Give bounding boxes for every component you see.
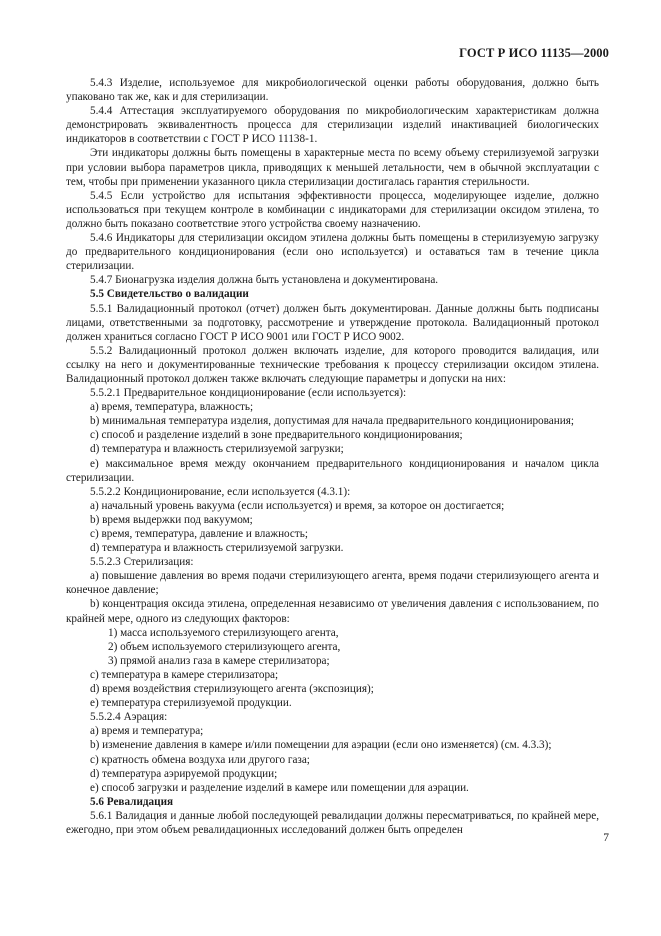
paragraph: a) время и температура; [90,725,204,738]
paragraph: 5.6.1 Валидация и данные любой последующей ревалидации должны пересматриваться, по крайней мере, ежегодно, при этом объем ревалидационных исследований должен быть определен [66,809,599,836]
paragraph: 5.5.2 Валидационный протокол должен включать изделие, для которого проводится валидация, или ссылку на него и документированные технические требования к процессу стерилизации оксидом этилена. Валидационный протокол должен также включать следующие параметры и допуски на них: [66,344,599,385]
section-heading: 5.6 Ревалидация [90,795,174,808]
paragraph: 5.4.7 Бионагрузка изделия должна быть установлена и документирована. [90,274,439,287]
paragraph: 5.5.2.2 Кондиционирование, если используется (4.3.1): [90,485,351,498]
paragraph: b) изменение давления в камере и/или помещении для аэрации (если оно изменяется) (см. 4.3.3); [90,739,552,752]
paragraph: 5.5.2.3 Стерилизация: [90,556,194,569]
paragraph: b) время выдержки под вакуумом; [90,513,253,526]
paragraph: 5.5.2.1 Предварительное кондиционирование (если используется): [90,387,407,400]
paragraph: c) кратность обмена воздуха или другого газа; [90,753,310,766]
paragraph: 5.5.2.4 Аэрация: [90,711,168,724]
paragraph: a) время, температура, влажность; [90,401,254,414]
list-subitem: 2) объем используемого стерилизующего агента, [108,640,341,653]
paragraph: e) способ загрузки и разделение изделий в камере или помещении для аэрации. [90,781,469,794]
paragraph: d) время воздействия стерилизующего агента (экспозиция); [90,683,374,696]
paragraph: Эти индикаторы должны быть помещены в характерные места по всему объему стерилизуемой загрузки при условии выбора параметров цикла, приводящих к меньшей летальности, чем в обычной эксплуатации с тем, чтобы при применении указанного цикла стерилизации достигалась гарантия стерильности. [66,147,599,188]
paragraph: c) температура в камере стерилизатора; [90,668,279,681]
paragraph: c) способ и разделение изделий в зоне предварительного кондиционирования; [90,429,463,442]
paragraph: 5.5.1 Валидационный протокол (отчет) должен быть документирован. Данные должны быть подписаны лицами, ответственными за подготовку, рассмотрение и утверждение протокола. Валидационный протокол должен храниться согласно ГОСТ Р ИСО 9001 или ГОСТ Р ИСО 9002. [66,302,599,343]
paragraph: a) повышение давления во время подачи стерилизующего агента, время подачи стерилизующего агента и конечное давление; [66,570,599,597]
paragraph: d) температура и влажность стерилизуемой загрузки; [90,443,344,456]
paragraph: b) минимальная температура изделия, допустимая для начала предварительного кондиционирования; [90,415,574,428]
paragraph: a) начальный уровень вакуума (если используется) и время, за которое он достигается; [90,499,505,512]
body-text [66,76,599,837]
paragraph: c) время, температура, давление и влажность; [90,528,308,540]
paragraph: b) концентрация оксида этилена, определенная независимо от увеличения давления с использованием, по крайней мере, одного из следующих факторов: [66,598,599,625]
paragraph: d) температура аэрируемой продукции; [90,767,278,780]
paragraph: d) температура и влажность стерилизуемой загрузки. [90,542,344,555]
paragraph: 5.4.3 Изделие, используемое для микробиологической оценки работы оборудования, должно быть упаковано так же, как и для стерилизации. [66,77,599,104]
paragraph: 5.4.5 Если устройство для испытания эффективности процесса, моделирующее изделие, должно использоваться при текущем контроле в комбинации с индикаторами для стерилизации оксидом этилена, то должно быть показано соответствие этого устройства своему назначению. [66,189,599,230]
paragraph: e) максимальное время между окончанием предварительного кондиционирования и началом цикла стерилизации. [66,457,599,484]
list-subitem: 3) прямой анализ газа в камере стерилизатора; [108,654,330,667]
list-subitem: 1) масса используемого стерилизующего агента, [108,626,339,639]
paragraph: 5.4.4 Аттестация эксплуатируемого оборудования по микробиологическим характеристикам должна демонстрировать эквивалентность процесса для стерилизации изделий инактивацией биологических индикаторов в соответствии с ГОСТ Р ИСО 11138-1. [66,105,599,146]
paragraph: 5.4.6 Индикаторы для стерилизации оксидом этилена должны быть помещены в стерилизуемую загрузку до предварительного кондиционирования (если оно используется) и оставаться там в течение цикла стерилизации. [66,232,599,273]
standard-header: ГОСТ Р ИСО 11135—2000 [459,46,609,60]
paragraph: e) температура стерилизуемой продукции. [90,697,292,710]
page-number: 7 [603,832,609,844]
section-heading: 5.5 Свидетельство о валидации [90,288,249,301]
